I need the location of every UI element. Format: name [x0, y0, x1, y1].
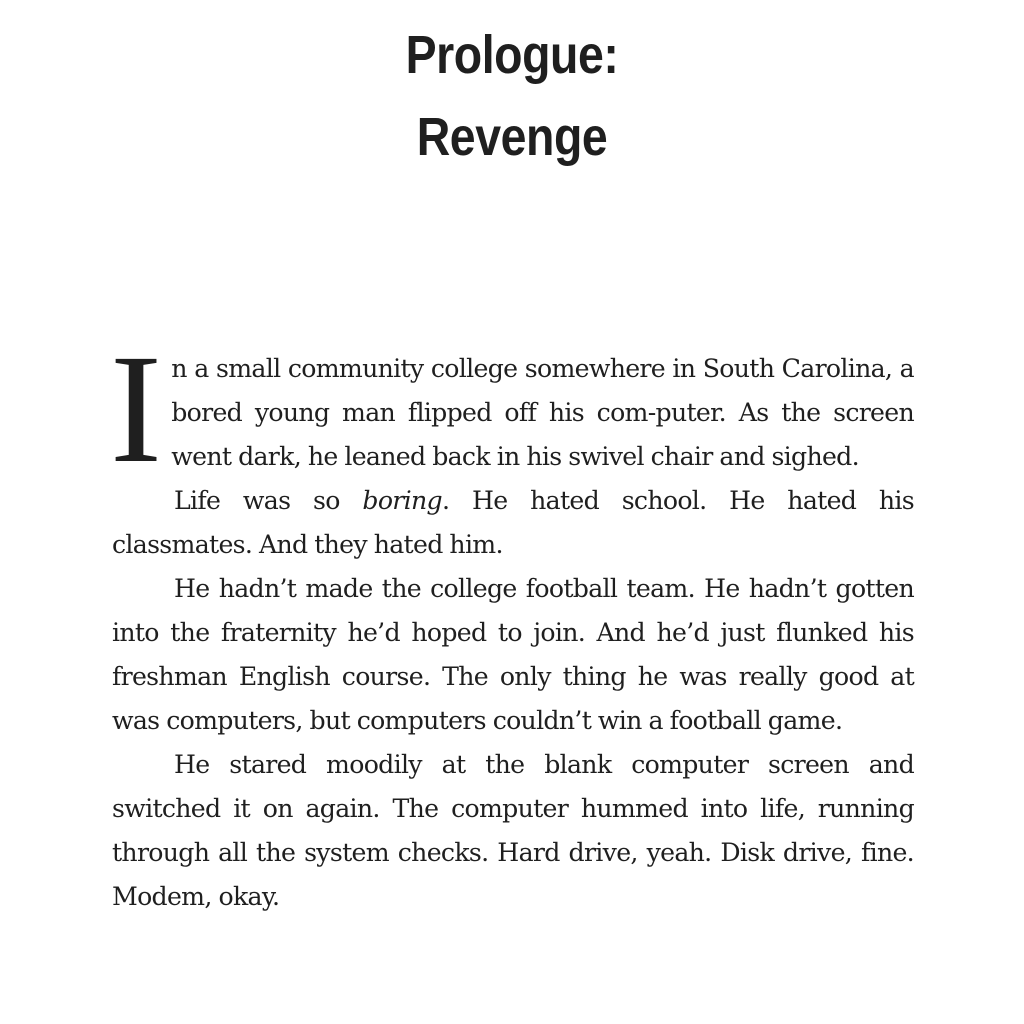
paragraph-4 — [112, 743, 914, 919]
chapter-body — [110, 322, 914, 919]
paragraph-2-text-after: . He hated school. He hated his classmates. And they hated him. — [112, 486, 914, 559]
paragraph-2 — [112, 479, 914, 567]
chapter-title-line-1: Prologue: — [405, 25, 619, 85]
chapter-title — [72, 14, 953, 178]
paragraph-3 — [112, 567, 914, 743]
paragraph-2-emphasis: boring — [362, 486, 442, 515]
paragraph-3-text: He hadn’t made the college football team. He hadn’t gotten into the fraternity he’d hoped to join. And he’d just flunked his freshman English course. The only thing he was really good at was computers, but computers couldn’t win a football game. — [112, 574, 914, 735]
paragraph-4-text: He stared moodily at the blank computer screen and switched it on again. The computer hummed into life, running through all the system checks. Hard drive, yeah. Disk drive, fine. Modem, okay. — [112, 750, 914, 911]
paragraph-1-text: n a small community college somewhere in South Carolina, a bored young man flipped off his com-puter. As the screen went dark, he leaned back in his swivel chair and sighed. — [171, 354, 914, 471]
drop-cap: I — [110, 322, 162, 495]
paragraph-2-text-before: Life was so — [174, 486, 363, 515]
chapter-title-line-2: Revenge — [416, 107, 608, 167]
paragraph-1 — [110, 322, 914, 495]
